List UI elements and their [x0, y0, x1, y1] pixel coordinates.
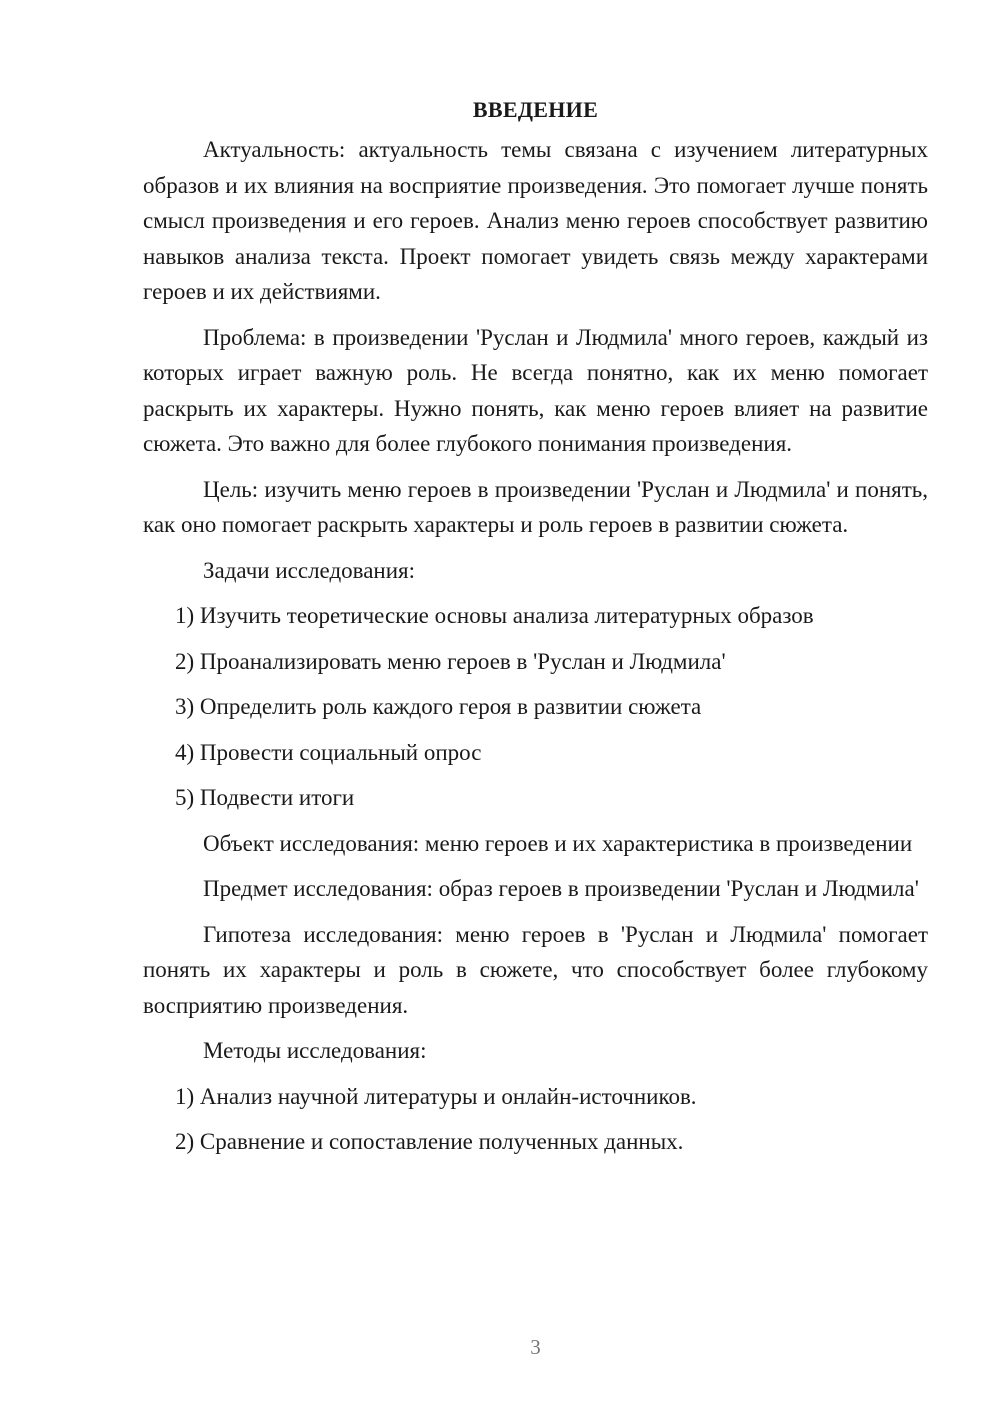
tasks-label: Задачи исследования:: [203, 557, 416, 583]
object-paragraph: Объект исследования: меню героев и их характеристика в произведении: [203, 830, 913, 856]
task-item-5: 5) Подвести итоги: [175, 785, 355, 810]
methods-label: Методы исследования:: [203, 1038, 427, 1063]
relevance-paragraph: Актуальность: актуальность темы связана с изучением литературных образов и их влияния на восприятие произведения. Это помогает лучше понять смысл произведения и его героев. Анализ меню героев способствует развитию навыков анализа текста. Проект помогает увидеть связь между характерами героев и их действиями.: [143, 137, 928, 304]
section-title: ВВЕДЕНИЕ: [472, 97, 599, 122]
hypothesis-paragraph: Гипотеза исследования: меню героев в 'Руслан и Людмила' помогает понять их характеры и роль в сюжете, что способствует более глубокому восприятию произведения.: [143, 921, 928, 1018]
task-item-1: 1) Изучить теоретические основы анализа литературных образов: [175, 603, 814, 628]
page-content: [143, 92, 928, 1170]
goal-paragraph: Цель: изучить меню героев в произведении 'Руслан и Людмила' и понять, как оно помогает раскрыть характеры и роль героев в развитии сюжета.: [143, 476, 928, 537]
problem-paragraph: Проблема: в произведении 'Руслан и Людмила' много героев, каждый из которых играет важную роль. Не всегда понятно, как их меню помогает раскрыть их характеры. Нужно понять, как меню героев влияет на развитие сюжета. Это важно для более глубокого понимания произведения.: [143, 324, 928, 456]
method-item-1: 1) Анализ научной литературы и онлайн-источников.: [175, 1083, 697, 1109]
method-item-2: 2) Сравнение и сопоставление полученных данных.: [175, 1129, 684, 1154]
task-item-2: 2) Проанализировать меню героев в 'Руслан и Людмила': [175, 648, 726, 674]
task-item-3: 3) Определить роль каждого героя в развитии сюжета: [175, 694, 702, 719]
subject-paragraph: Предмет исследования: образ героев в произведении 'Руслан и Людмила': [203, 876, 919, 901]
task-item-4: 4) Провести социальный опрос: [175, 739, 482, 765]
page-number: 3: [530, 1335, 541, 1359]
